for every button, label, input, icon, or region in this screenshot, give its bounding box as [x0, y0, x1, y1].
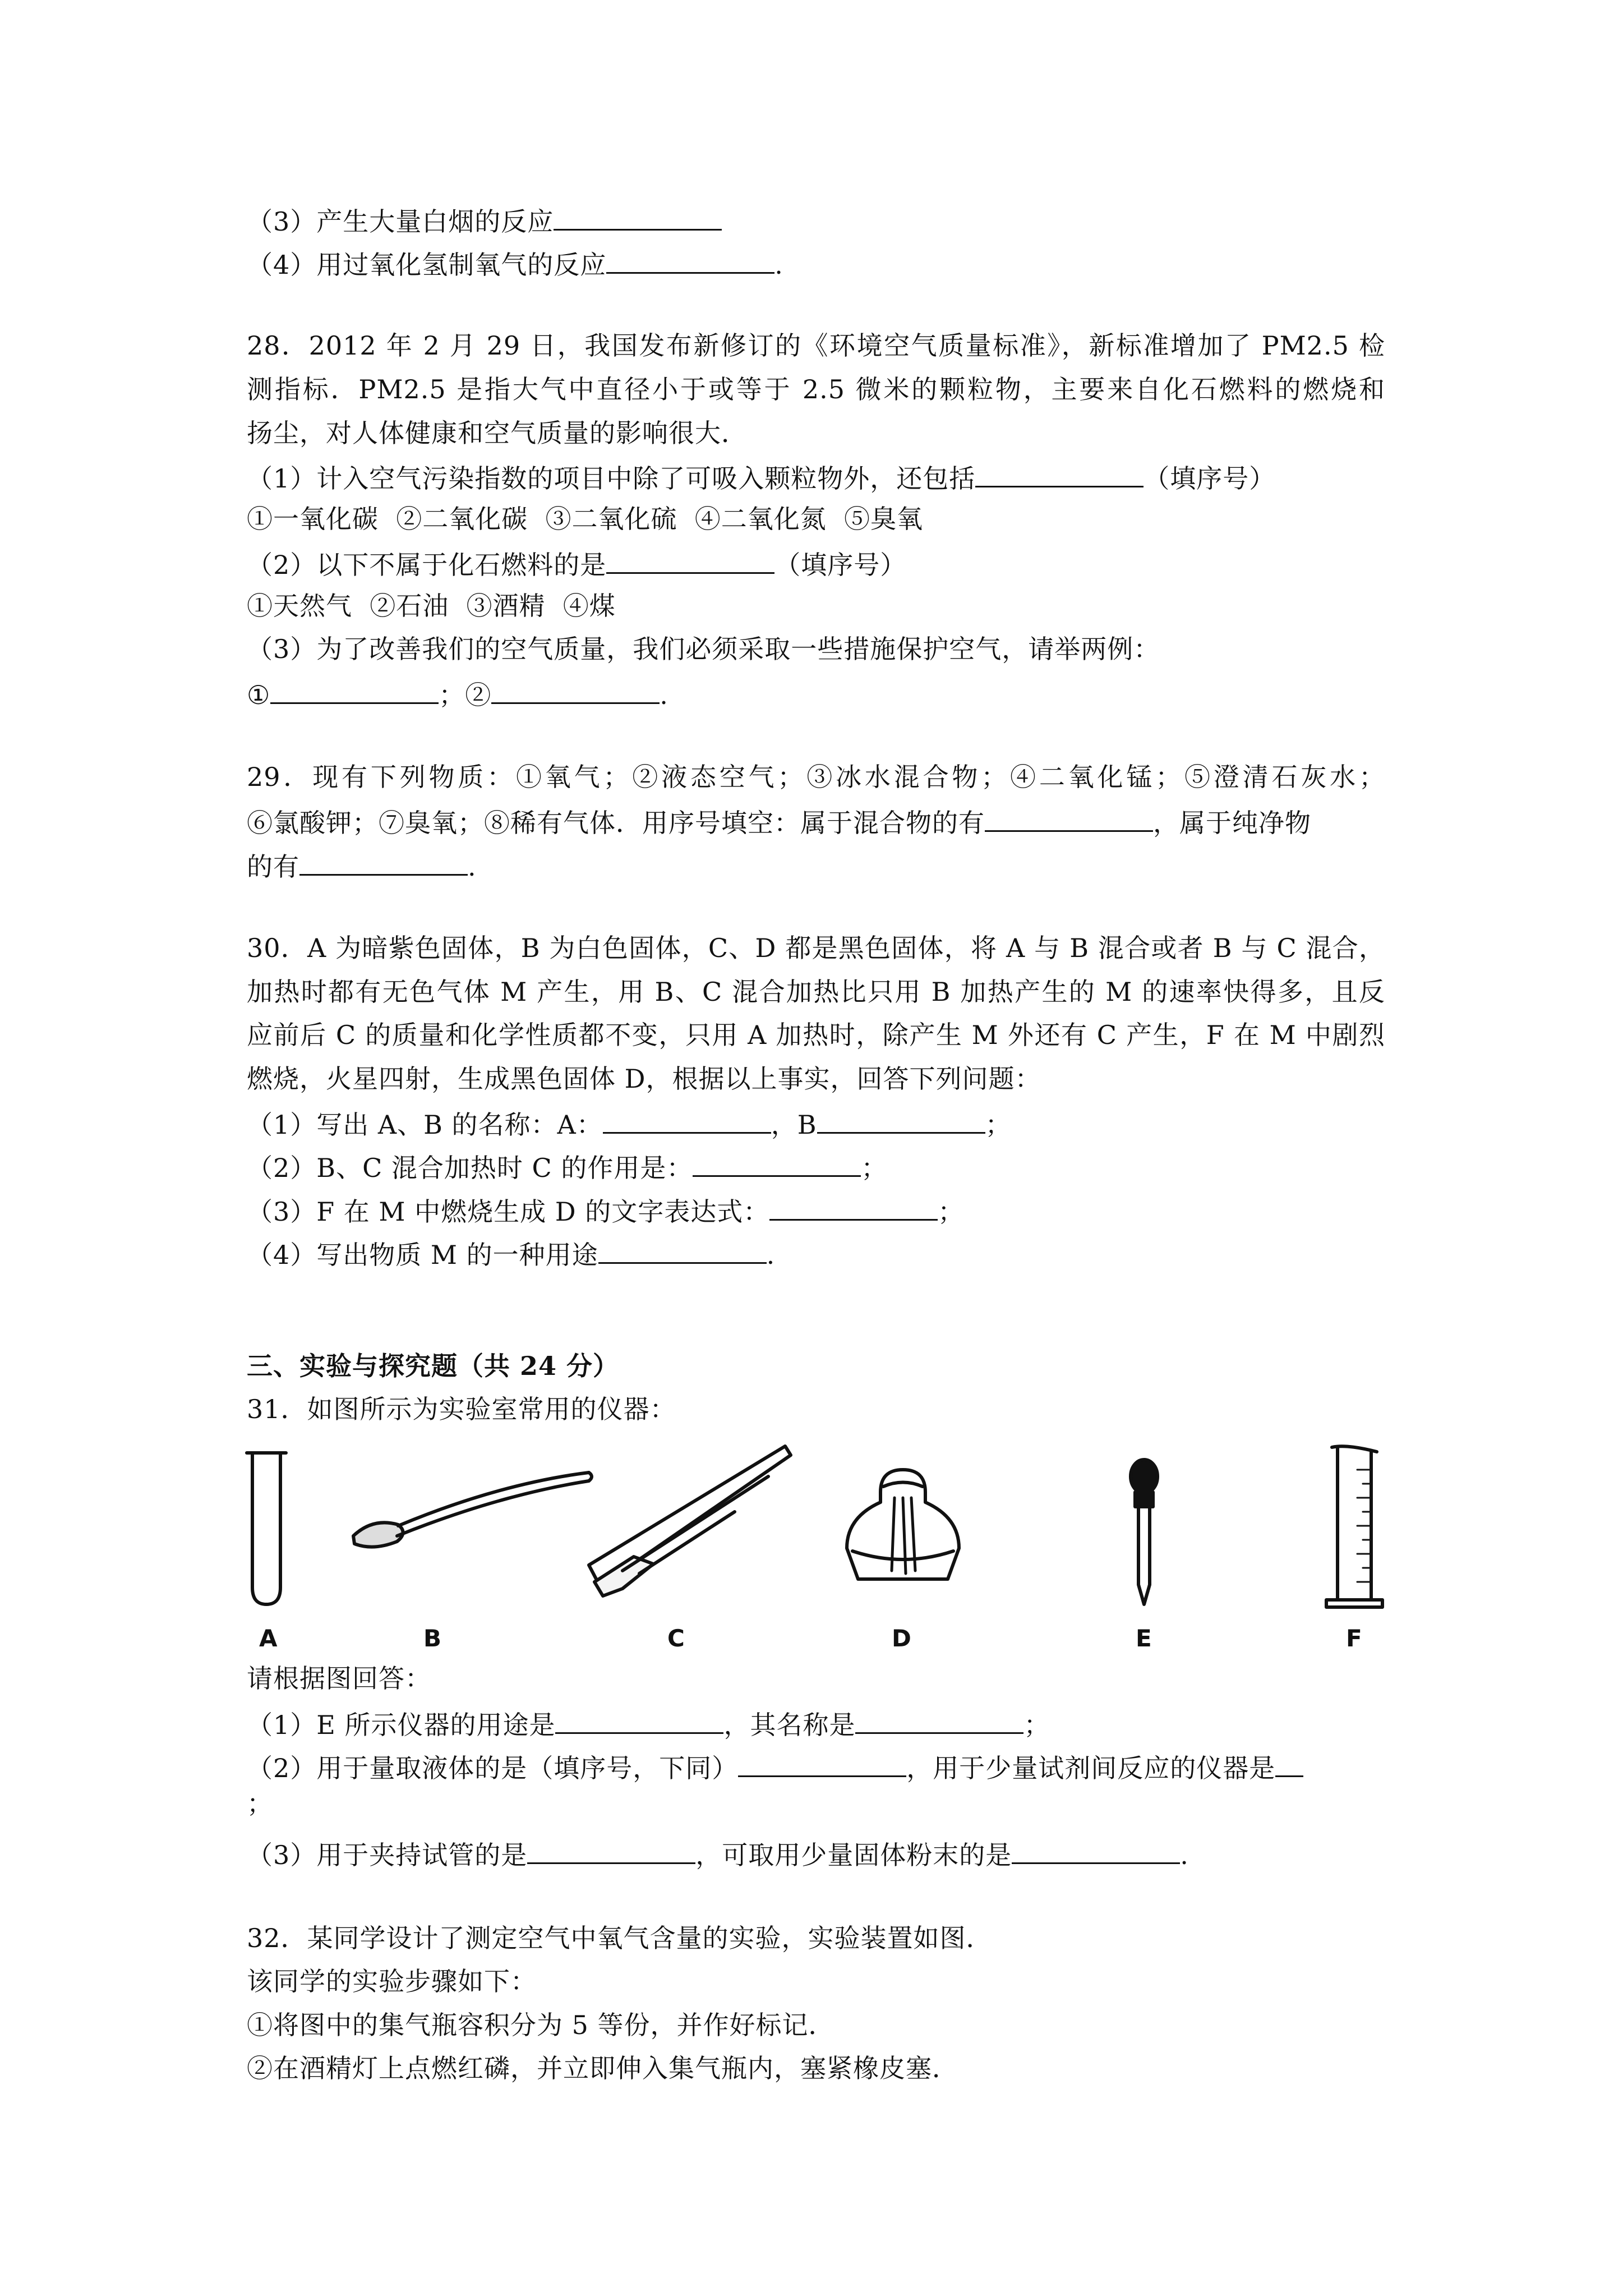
answer-blank[interactable]: [1275, 1749, 1303, 1777]
q28-part3-answers: ① ；② .: [247, 675, 668, 712]
answer-blank[interactable]: [975, 459, 1144, 487]
q29-line3: 的有 .: [247, 847, 477, 884]
answer-blank[interactable]: [603, 1105, 771, 1134]
q32-step2: ②在酒精灯上点燃红磷，并立即伸入集气瓶内，塞紧橡皮塞．: [247, 2053, 958, 2083]
q31-intro: 31．如图所示为实验室常用的仪器：: [247, 1394, 676, 1424]
q30-line3: 应前后 C 的质量和化学性质都不变，只用 A 加热时，除产生 M 外还有 C 产生，F 在 M 中剧烈: [247, 1020, 1385, 1050]
instrument-label-b: B: [423, 1625, 442, 1652]
spoon-icon: [353, 1473, 592, 1547]
q28-part1-options: ①一氧化碳 ②二氧化碳 ③二氧化硫 ④二氧化氮 ⑤臭氧: [247, 504, 923, 534]
q30-part4: （4）写出物质 M 的一种用途 .: [247, 1235, 775, 1272]
q30-part2: （2）B、C 混合加热时 C 的作用是： ；: [247, 1148, 887, 1185]
q30-line4: 燃烧，火星四射，生成黑色固体 D，根据以上事实，回答下列问题：: [247, 1064, 1041, 1094]
instrument-label-d: D: [892, 1625, 911, 1652]
instrument-label-a: A: [259, 1625, 278, 1652]
q29-line1: 29．现有下列物质：①氧气；②液态空气；③冰水混合物；④二氧化锰；⑤澄清石灰水；: [247, 762, 1385, 792]
q28-part3: （3）为了改善我们的空气质量，我们必须采取一些措施保护空气，请举两例：: [247, 634, 1160, 664]
q31-part2-end: ；: [247, 1788, 273, 1819]
q27-item3: [247, 202, 722, 238]
section-heading: 三、实验与探究题（共 24 分）: [247, 1351, 620, 1381]
q30-line2: 加热时都有无色气体 M 产生，用 B、C 混合加热比只用 B 加热产生的 M 的速率快得多，且反: [247, 977, 1385, 1007]
q27-item3-text: （3）产生大量白烟的反应: [247, 206, 554, 237]
answer-blank[interactable]: [817, 1105, 985, 1134]
q29-line2: ⑥氯酸钾；⑦臭氧；⑧稀有气体．用序号填空：属于混合物的有 ，属于纯净物: [247, 803, 1311, 840]
q32-line1: 32．某同学设计了测定空气中氧气含量的实验，实验装置如图．: [247, 1923, 993, 1953]
answer-blank[interactable]: [1012, 1835, 1180, 1864]
graduated-cylinder-icon: [1326, 1446, 1382, 1607]
q27-item4: （4）用过氧化氢制氧气的反应 .: [247, 245, 783, 282]
q28-intro-line1: 28．2012 年 2 月 29 日，我国发布新修订的《环境空气质量标准》，新标准增加了 PM2.5 检: [247, 330, 1385, 361]
answer-blank[interactable]: [527, 1835, 695, 1864]
q31-part1: （1）E 所示仪器的用途是 ，其名称是 ；: [247, 1705, 1050, 1742]
q32-line2: 该同学的实验步骤如下：: [247, 1966, 537, 1996]
q31-part2: （2）用于量取液体的是（填序号，下同） ，用于少量试剂间反应的仪器是: [247, 1749, 1303, 1785]
q31-part3: （3）用于夹持试管的是 ，可取用少量固体粉末的是 .: [247, 1835, 1189, 1872]
dropper-icon: [1131, 1460, 1158, 1604]
answer-blank[interactable]: [555, 1705, 723, 1734]
lab-instruments-figure: [230, 1436, 1441, 1655]
instrument-label-c: C: [667, 1625, 685, 1652]
test-tube-icon: [247, 1453, 286, 1604]
q28-intro-line3: 扬尘，对人体健康和空气质量的影响很大．: [247, 418, 748, 448]
q28-part2: （2）以下不属于化石燃料的是 （填序号）: [247, 545, 906, 582]
alcohol-lamp-icon: [847, 1470, 959, 1579]
q28-intro-line2: 测指标．PM2.5 是指大气中直径小于或等于 2.5 微米的颗粒物，主要来自化石燃料的燃烧和: [247, 374, 1385, 404]
q32-step1: ①将图中的集气瓶容积分为 5 等份，并作好标记．: [247, 2010, 835, 2040]
answer-blank[interactable]: [554, 202, 722, 231]
answer-blank[interactable]: [606, 545, 774, 574]
answer-blank[interactable]: [598, 1235, 767, 1264]
q31-prompt: 请根据图回答：: [247, 1663, 431, 1694]
answer-blank[interactable]: [738, 1749, 906, 1777]
answer-blank[interactable]: [985, 803, 1153, 832]
answer-blank[interactable]: [270, 675, 439, 704]
q27-item4-text: （4）用过氧化氢制氧气的反应: [247, 250, 607, 280]
q28-part1: （1）计入空气污染指数的项目中除了可吸入颗粒物外，还包括 （填序号）: [247, 459, 1275, 495]
tongs-icon: [589, 1446, 791, 1596]
q30-part3: （3）F 在 M 中燃烧生成 D 的文字表达式： ；: [247, 1192, 964, 1228]
q30-line1: 30．A 为暗紫色固体，B 为白色固体，C、D 都是黑色固体，将 A 与 B 混合或者 B 与 C 混合，: [247, 933, 1386, 963]
answer-blank[interactable]: [769, 1192, 938, 1221]
answer-blank[interactable]: [606, 245, 774, 274]
answer-blank[interactable]: [855, 1705, 1023, 1734]
answer-blank[interactable]: [299, 847, 468, 876]
instrument-label-f: F: [1346, 1625, 1362, 1652]
q28-part2-options: ①天然气 ②石油 ③酒精 ④煤: [247, 591, 616, 621]
answer-blank[interactable]: [693, 1148, 861, 1177]
q30-part1: （1）写出 A、B 的名称：A： ，B ；: [247, 1105, 1012, 1142]
instrument-label-e: E: [1136, 1625, 1152, 1652]
answer-blank[interactable]: [491, 675, 660, 704]
